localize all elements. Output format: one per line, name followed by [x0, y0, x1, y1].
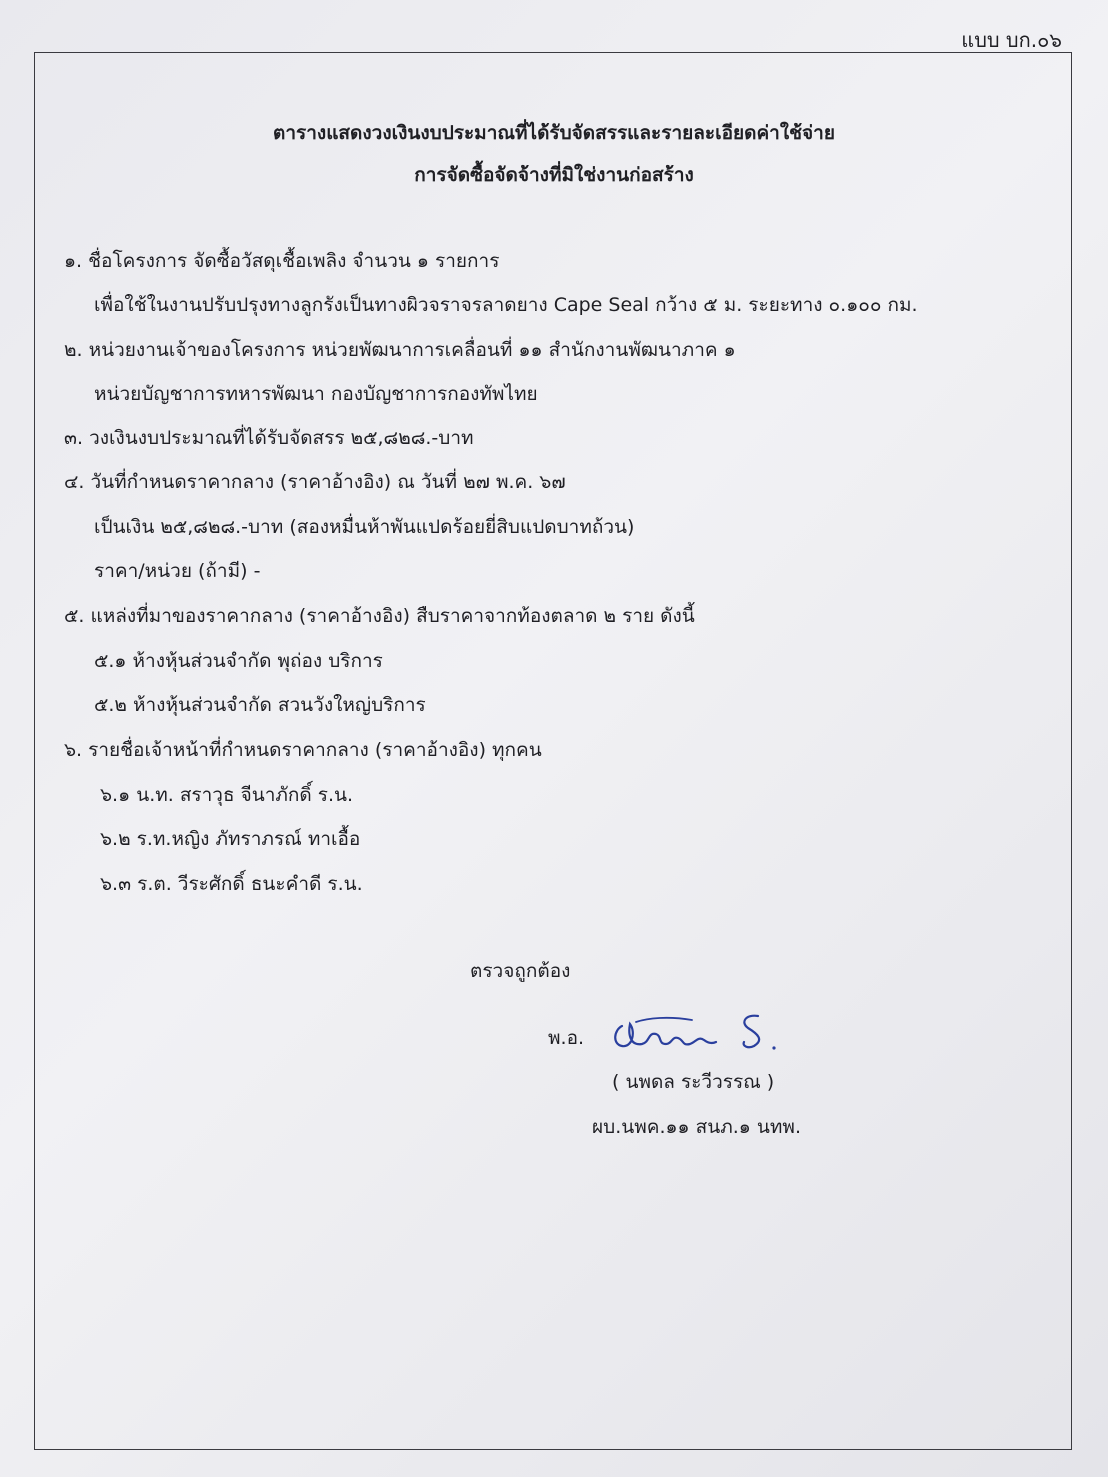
- item-6-1-officer: ๖.๑ น.ท. สราวุธ จีนาภักดิ์ ร.น.: [100, 784, 354, 806]
- item-6-3-officer: ๖.๓ ร.ต. วีระศักดิ์ ธนะคำดี ร.น.: [100, 873, 363, 895]
- document-title-line1: ตารางแสดงวงเงินงบประมาณที่ได้รับจัดสรรและรายละเอียดค่าใช้จ่าย: [273, 122, 835, 144]
- item-5-2-supplier: ๕.๒ ห้างหุ้นส่วนจำกัด สวนวังใหญ่บริการ: [94, 694, 426, 716]
- certify-rank: พ.อ.: [548, 1027, 585, 1049]
- certify-label: ตรวจถูกต้อง: [470, 960, 571, 982]
- item-2-owner-command: หน่วยบัญชาการทหารพัฒนา กองบัญชาการกองทัพไทย: [94, 383, 538, 405]
- item-4-reference-date: ๔. วันที่กำหนดราคากลาง (ราคาอ้างอิง) ณ วันที่ ๒๗ พ.ค. ๖๗: [64, 471, 566, 493]
- form-code: แบบ บก.๐๖: [961, 28, 1062, 52]
- certifier-name: ( นพดล ระวีวรรณ ): [612, 1071, 775, 1093]
- item-4-unit-price: ราคา/หน่วย (ถ้ามี) -: [94, 560, 261, 582]
- item-6-2-officer: ๖.๒ ร.ท.หญิง ภัทราภรณ์ ทาเอื้อ: [100, 828, 361, 850]
- document-title-line2: การจัดซื้อจัดจ้างที่มิใช่งานก่อสร้าง: [414, 164, 694, 186]
- item-5-1-supplier: ๕.๑ ห้างหุ้นส่วนจำกัด พุถ่อง บริการ: [94, 650, 383, 672]
- item-1-project-purpose: เพื่อใช้ในงานปรับปรุงทางลูกรังเป็นทางผิวจราจรลาดยาง Cape Seal กว้าง ๕ ม. ระยะทาง ๐.๑๐๐ กม.: [94, 294, 918, 316]
- item-4-amount: เป็นเงิน ๒๕,๘๒๘.-บาท (สองหมื่นห้าพันแปดร้อยยี่สิบแปดบาทถ้วน): [94, 516, 635, 538]
- item-5-price-source: ๕. แหล่งที่มาของราคากลาง (ราคาอ้างอิง) สืบราคาจากท้องตลาด ๒ ราย ดังนี้: [64, 605, 695, 627]
- item-6-officers: ๖. รายชื่อเจ้าหน้าที่กำหนดราคากลาง (ราคาอ้างอิง) ทุกคน: [64, 739, 542, 761]
- item-3-budget: ๓. วงเงินงบประมาณที่ได้รับจัดสรร ๒๕,๘๒๘.-บาท: [64, 427, 474, 449]
- handwritten-signature: [608, 1008, 783, 1058]
- item-1-project-name: ๑. ชื่อโครงการ จัดซื้อวัสดุเชื้อเพลิง จำนวน ๑ รายการ: [64, 250, 500, 272]
- certifier-position: ผบ.นพค.๑๑ สนภ.๑ นทพ.: [592, 1116, 801, 1138]
- item-2-owner-unit: ๒. หน่วยงานเจ้าของโครงการ หน่วยพัฒนาการเคลื่อนที่ ๑๑ สำนักงานพัฒนาภาค ๑: [64, 339, 736, 361]
